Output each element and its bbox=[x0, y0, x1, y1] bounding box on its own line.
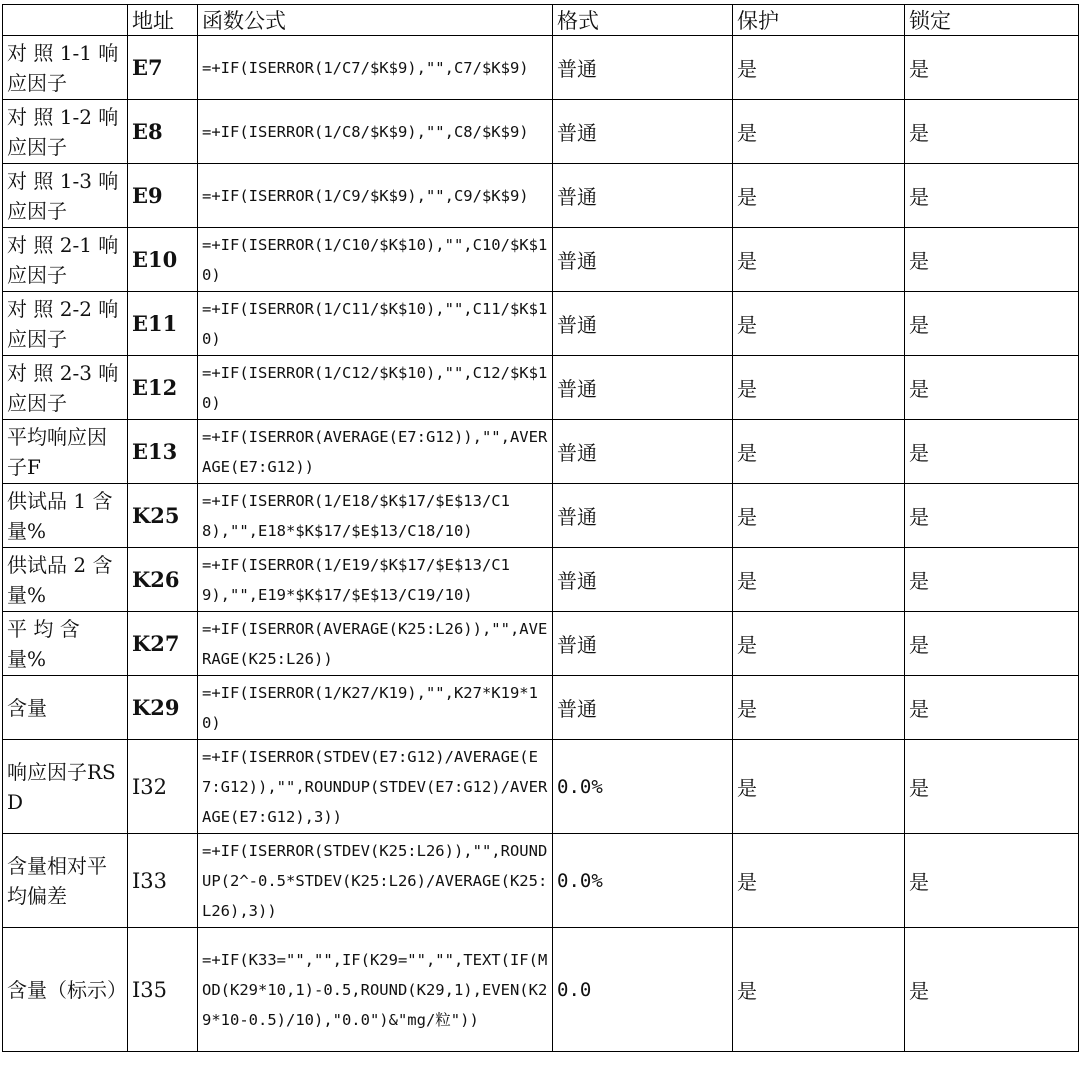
row-name: 含量（标示） bbox=[3, 928, 128, 1052]
cell-lock: 是 bbox=[905, 548, 1079, 612]
table-row bbox=[3, 834, 1079, 928]
table-row bbox=[3, 740, 1079, 834]
cell-protect: 是 bbox=[733, 292, 905, 356]
cell-formula: =+IF(ISERROR(1/C11/$K$10),"",C11/$K$10) bbox=[198, 292, 553, 356]
cell-lock: 是 bbox=[905, 928, 1079, 1052]
table-row bbox=[3, 548, 1079, 612]
cell-address: E13 bbox=[128, 420, 198, 484]
cell-address: I35 bbox=[128, 928, 198, 1052]
formula-table bbox=[2, 4, 1079, 1052]
cell-address: I33 bbox=[128, 834, 198, 928]
cell-format: 普通 bbox=[553, 484, 733, 548]
table-row bbox=[3, 420, 1079, 484]
cell-formula: =+IF(ISERROR(AVERAGE(E7:G12)),"",AVERAGE(E7:G12)) bbox=[198, 420, 553, 484]
table-row bbox=[3, 164, 1079, 228]
cell-address: E11 bbox=[128, 292, 198, 356]
cell-format: 普通 bbox=[553, 292, 733, 356]
cell-formula: =+IF(K33="","",IF(K29="","",TEXT(IF(MOD(K29*10,1)-0.5,ROUND(K29,1),EVEN(K29*10-0.5)/10),"0.0")&"mg/粒")) bbox=[198, 928, 553, 1052]
cell-lock: 是 bbox=[905, 100, 1079, 164]
cell-format: 0.0% bbox=[553, 740, 733, 834]
row-name: 对 照 1-2 响应因子 bbox=[3, 100, 128, 164]
cell-lock: 是 bbox=[905, 292, 1079, 356]
cell-formula: =+IF(ISERROR(1/E18/$K$17/$E$13/C18),"",E18*$K$17/$E$13/C18/10) bbox=[198, 484, 553, 548]
row-name: 对 照 2-3 响应因子 bbox=[3, 356, 128, 420]
row-name: 含量相对平均偏差 bbox=[3, 834, 128, 928]
table-row bbox=[3, 676, 1079, 740]
table-row bbox=[3, 292, 1079, 356]
header-format: 格式 bbox=[553, 5, 733, 36]
cell-lock: 是 bbox=[905, 228, 1079, 292]
cell-protect: 是 bbox=[733, 36, 905, 100]
table-row bbox=[3, 228, 1079, 292]
cell-formula: =+IF(ISERROR(1/E19/$K$17/$E$13/C19),"",E19*$K$17/$E$13/C19/10) bbox=[198, 548, 553, 612]
cell-formula: =+IF(ISERROR(1/K27/K19),"",K27*K19*10) bbox=[198, 676, 553, 740]
cell-format: 普通 bbox=[553, 36, 733, 100]
header-lock: 锁定 bbox=[905, 5, 1079, 36]
row-name: 对 照 2-1 响应因子 bbox=[3, 228, 128, 292]
cell-protect: 是 bbox=[733, 484, 905, 548]
row-name: 平均响应因子F bbox=[3, 420, 128, 484]
cell-address: K25 bbox=[128, 484, 198, 548]
cell-protect: 是 bbox=[733, 740, 905, 834]
cell-address: K26 bbox=[128, 548, 198, 612]
cell-formula: =+IF(ISERROR(STDEV(E7:G12)/AVERAGE(E7:G12)),"",ROUNDUP(STDEV(E7:G12)/AVERAGE(E7:G12),3)) bbox=[198, 740, 553, 834]
row-name: 含量 bbox=[3, 676, 128, 740]
cell-address: E8 bbox=[128, 100, 198, 164]
cell-protect: 是 bbox=[733, 420, 905, 484]
cell-lock: 是 bbox=[905, 834, 1079, 928]
cell-lock: 是 bbox=[905, 164, 1079, 228]
table-row bbox=[3, 36, 1079, 100]
cell-format: 0.0% bbox=[553, 834, 733, 928]
cell-address: E10 bbox=[128, 228, 198, 292]
table-row bbox=[3, 928, 1079, 1052]
header-row bbox=[3, 5, 1079, 36]
cell-format: 普通 bbox=[553, 356, 733, 420]
row-name: 对 照 2-2 响应因子 bbox=[3, 292, 128, 356]
row-name: 对 照 1-1 响应因子 bbox=[3, 36, 128, 100]
header-name bbox=[3, 5, 128, 36]
cell-formula: =+IF(ISERROR(STDEV(K25:L26)),"",ROUNDUP(2^-0.5*STDEV(K25:L26)/AVERAGE(K25:L26),3)) bbox=[198, 834, 553, 928]
cell-lock: 是 bbox=[905, 36, 1079, 100]
table-row bbox=[3, 100, 1079, 164]
cell-lock: 是 bbox=[905, 740, 1079, 834]
cell-lock: 是 bbox=[905, 420, 1079, 484]
cell-format: 普通 bbox=[553, 676, 733, 740]
header-address: 地址 bbox=[128, 5, 198, 36]
cell-formula: =+IF(ISERROR(1/C9/$K$9),"",C9/$K$9) bbox=[198, 164, 553, 228]
cell-protect: 是 bbox=[733, 356, 905, 420]
cell-lock: 是 bbox=[905, 356, 1079, 420]
cell-format: 普通 bbox=[553, 420, 733, 484]
cell-lock: 是 bbox=[905, 612, 1079, 676]
cell-protect: 是 bbox=[733, 928, 905, 1052]
table-row bbox=[3, 612, 1079, 676]
cell-formula: =+IF(ISERROR(AVERAGE(K25:L26)),"",AVERAGE(K25:L26)) bbox=[198, 612, 553, 676]
cell-format: 普通 bbox=[553, 228, 733, 292]
cell-format: 普通 bbox=[553, 100, 733, 164]
cell-address: K29 bbox=[128, 676, 198, 740]
cell-lock: 是 bbox=[905, 676, 1079, 740]
cell-format: 普通 bbox=[553, 548, 733, 612]
cell-address: E7 bbox=[128, 36, 198, 100]
cell-protect: 是 bbox=[733, 164, 905, 228]
cell-protect: 是 bbox=[733, 228, 905, 292]
cell-protect: 是 bbox=[733, 100, 905, 164]
cell-format: 0.0 bbox=[553, 928, 733, 1052]
cell-protect: 是 bbox=[733, 612, 905, 676]
cell-formula: =+IF(ISERROR(1/C7/$K$9),"",C7/$K$9) bbox=[198, 36, 553, 100]
cell-address: E9 bbox=[128, 164, 198, 228]
cell-format: 普通 bbox=[553, 164, 733, 228]
cell-address: I32 bbox=[128, 740, 198, 834]
cell-formula: =+IF(ISERROR(1/C12/$K$10),"",C12/$K$10) bbox=[198, 356, 553, 420]
cell-address: E12 bbox=[128, 356, 198, 420]
header-protect: 保护 bbox=[733, 5, 905, 36]
cell-lock: 是 bbox=[905, 484, 1079, 548]
cell-formula: =+IF(ISERROR(1/C10/$K$10),"",C10/$K$10) bbox=[198, 228, 553, 292]
table-row bbox=[3, 484, 1079, 548]
row-name: 对 照 1-3 响应因子 bbox=[3, 164, 128, 228]
table-row bbox=[3, 356, 1079, 420]
row-name: 平 均 含 量% bbox=[3, 612, 128, 676]
cell-protect: 是 bbox=[733, 548, 905, 612]
cell-protect: 是 bbox=[733, 834, 905, 928]
cell-formula: =+IF(ISERROR(1/C8/$K$9),"",C8/$K$9) bbox=[198, 100, 553, 164]
cell-protect: 是 bbox=[733, 676, 905, 740]
cell-format: 普通 bbox=[553, 612, 733, 676]
row-name: 响应因子RSD bbox=[3, 740, 128, 834]
header-formula: 函数公式 bbox=[198, 5, 553, 36]
row-name: 供试品 2 含量% bbox=[3, 548, 128, 612]
row-name: 供试品 1 含量% bbox=[3, 484, 128, 548]
cell-address: K27 bbox=[128, 612, 198, 676]
